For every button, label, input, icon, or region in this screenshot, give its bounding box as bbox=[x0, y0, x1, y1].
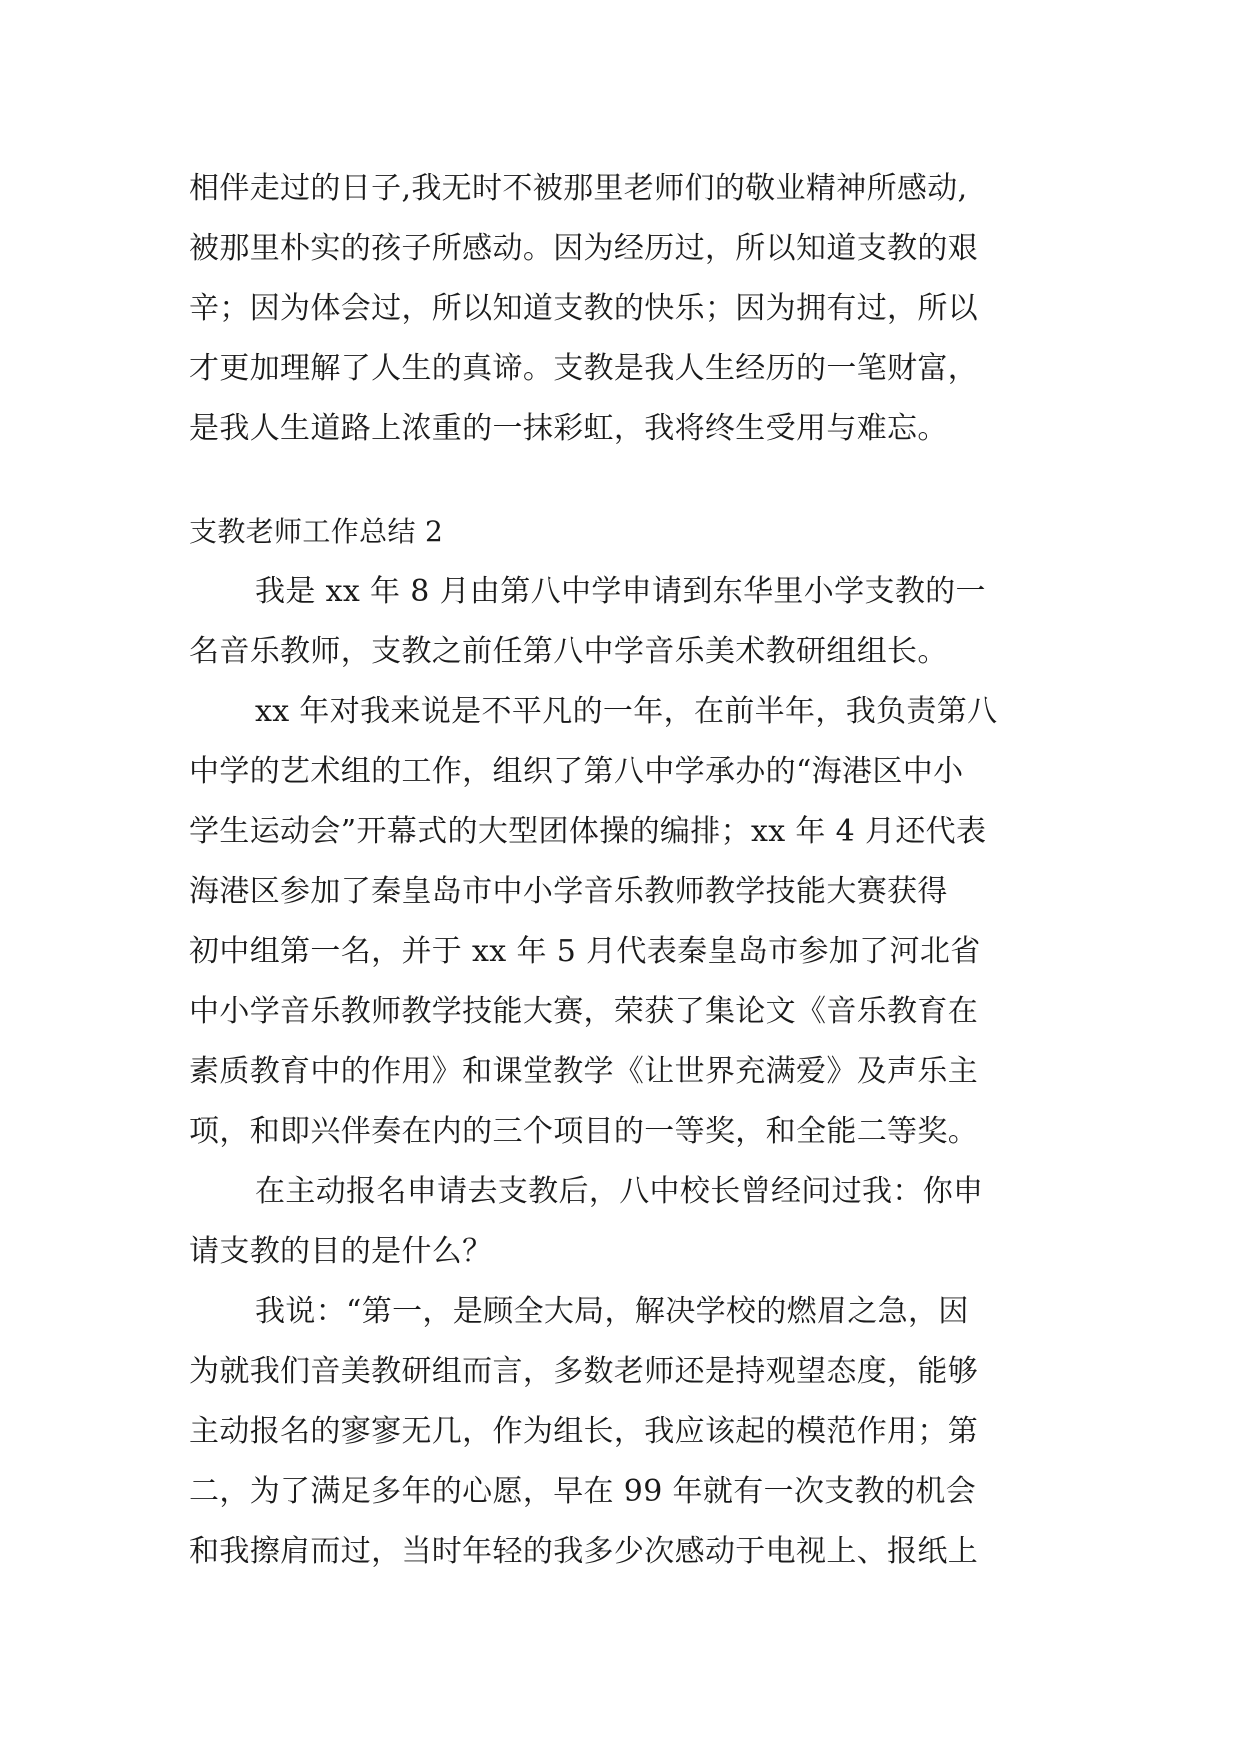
section-heading: 支教老师工作总结 2 bbox=[189, 515, 444, 548]
paragraph-line: 主动报名的寥寥无几，作为组长，我应该起的模范作用；第 bbox=[189, 1414, 979, 1449]
paragraph-line: 中小学音乐教师教学技能大赛，荣获了集论文《音乐教育在 bbox=[189, 994, 979, 1029]
paragraph-line: 素质教育中的作用》和课堂教学《让世界充满爱》及声乐主 bbox=[189, 1054, 979, 1089]
paragraph-line: 为就我们音美教研组而言，多数老师还是持观望态度，能够 bbox=[189, 1354, 979, 1389]
paragraph-line: 和我擦肩而过，当时年轻的我多少次感动于电视上、报纸上 bbox=[189, 1534, 979, 1569]
paragraph-line: 初中组第一名，并于 xx 年 5 月代表秦皇岛市参加了河北省 bbox=[189, 934, 981, 969]
paragraph-line: 二，为了满足多年的心愿，早在 99 年就有一次支教的机会 bbox=[189, 1474, 977, 1509]
paragraph-line: 辛；因为体会过，所以知道支教的快乐；因为拥有过，所以 bbox=[189, 291, 979, 326]
paragraph-line: 我是 xx 年 8 月由第八中学申请到东华里小学支教的一 bbox=[255, 574, 986, 609]
paragraph-line: xx 年对我来说是不平凡的一年，在前半年，我负责第八 bbox=[255, 694, 998, 729]
paragraph-line: 请支教的目的是什么？ bbox=[189, 1234, 493, 1269]
paragraph-line: 中学的艺术组的工作，组织了第八中学承办的“海港区中小 bbox=[189, 754, 964, 789]
paragraph-line: 是我人生道路上浓重的一抹彩虹，我将终生受用与难忘。 bbox=[189, 411, 948, 446]
paragraph-line: 学生运动会”开幕式的大型团体操的编排；xx 年 4 月还代表 bbox=[189, 814, 987, 849]
paragraph-line: 我说：“第一，是顾全大局，解决学校的燃眉之急，因 bbox=[255, 1294, 969, 1329]
paragraph-line: 才更加理解了人生的真谛。支教是我人生经历的一笔财富， bbox=[189, 351, 979, 386]
paragraph-line: 项，和即兴伴奏在内的三个项目的一等奖，和全能二等奖。 bbox=[189, 1114, 979, 1149]
paragraph-line: 相伴走过的日子,我无时不被那里老师们的敬业精神所感动, bbox=[189, 171, 968, 206]
paragraph-line: 海港区参加了秦皇岛市中小学音乐教师教学技能大赛获得 bbox=[189, 874, 948, 909]
paragraph-line: 被那里朴实的孩子所感动。因为经历过，所以知道支教的艰 bbox=[189, 231, 979, 266]
paragraph-line: 名音乐教师，支教之前任第八中学音乐美术教研组组长。 bbox=[189, 634, 948, 669]
paragraph-line: 在主动报名申请去支教后，八中校长曾经问过我：你申 bbox=[255, 1174, 984, 1209]
